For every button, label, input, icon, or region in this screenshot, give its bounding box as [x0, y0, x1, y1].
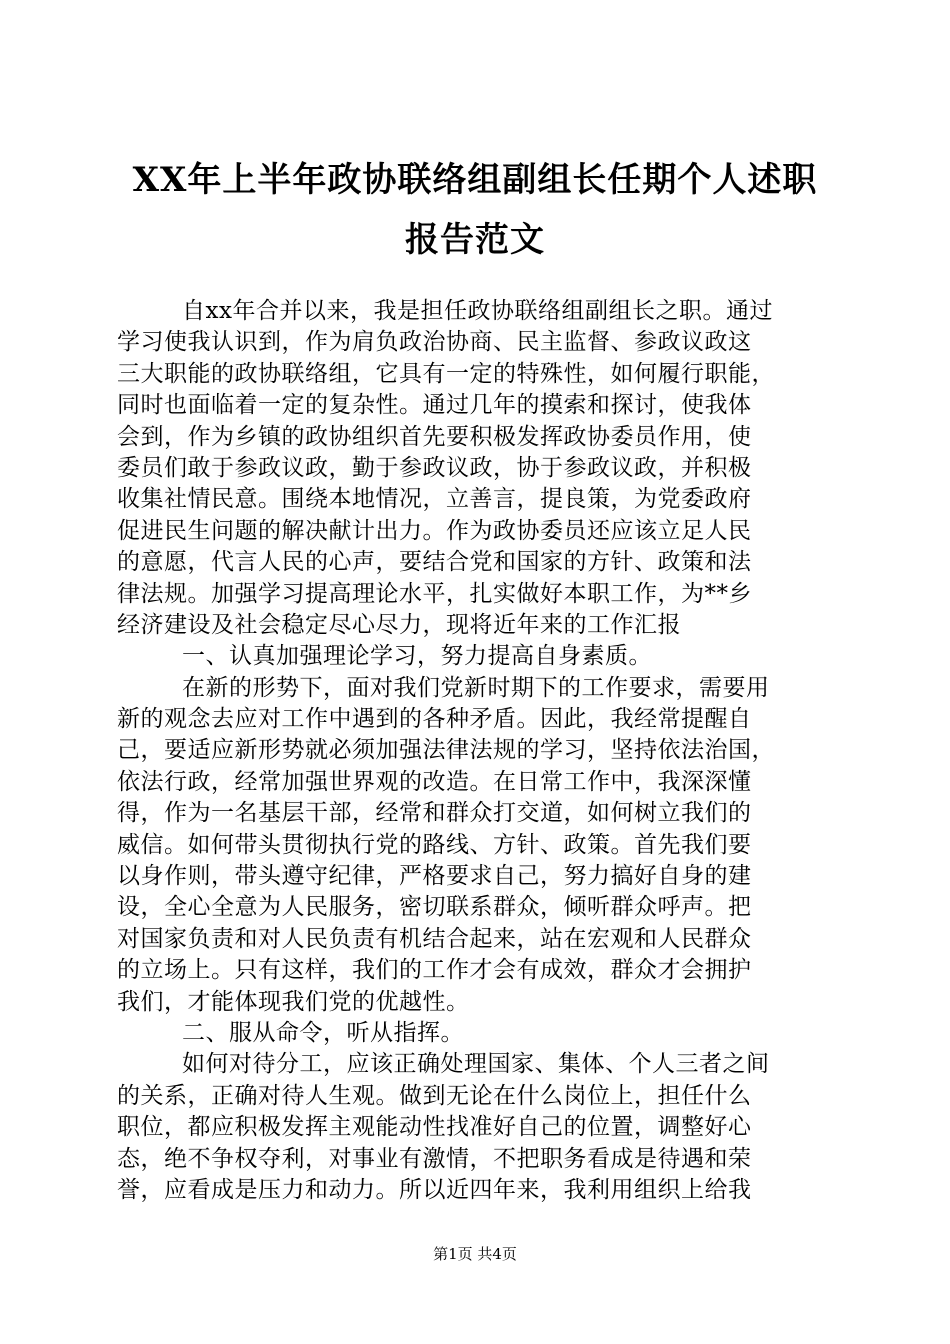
body-text-line: 态，绝不争权夺利，对事业有激情，不把职务看成是待遇和荣 [117, 1145, 752, 1172]
body-text-line: 对国家负责和对人民负责有机结合起来，站在宏观和人民群众 [117, 925, 752, 952]
body-text-line: 的立场上。只有这样，我们的工作才会有成效，群众才会拥护 [117, 957, 752, 984]
body-text-line: 以身作则，带头遵守纪律，严格要求自己，努力搞好自身的建 [117, 863, 752, 890]
body-text-line: 我们，才能体现我们党的优越性。 [117, 988, 470, 1015]
body-text-line: 二、服从命令，听从指挥。 [182, 1019, 464, 1046]
body-text-line: 得，作为一名基层干部，经常和群众打交道，如何树立我们的 [117, 800, 752, 827]
page-footer: 第1页 共4页 [433, 1245, 517, 1263]
body-text-line: 一、认真加强理论学习，努力提高自身素质。 [182, 643, 652, 670]
body-text-line: 新的观念去应对工作中遇到的各种矛盾。因此，我经常提醒自 [117, 706, 752, 733]
body-text-line: 委员们敢于参政议政，勤于参政议政，协于参政议政，并积极 [117, 454, 752, 481]
body-text-line: 经济建设及社会稳定尽心尽力，现将近年来的工作汇报 [117, 611, 681, 638]
body-text-line: 律法规。加强学习提高理论水平，扎实做好本职工作，为**乡 [117, 580, 752, 607]
body-text-line: 自xx年合并以来，我是担任政协联络组副组长之职。通过 [182, 298, 773, 324]
body-text-line: 的关系，正确对待人生观。做到无论在什么岗位上，担任什么 [117, 1082, 752, 1109]
document-body [117, 296, 833, 1206]
body-text-line: 在新的形势下，面对我们党新时期下的工作要求，需要用 [182, 674, 770, 701]
body-text-line: 会到，作为乡镇的政协组织首先要积极发挥政协委员作用，使 [117, 423, 752, 450]
body-text-line: 的意愿，代言人民的心声，要结合党和国家的方针、政策和法 [117, 549, 752, 576]
body-text-line: 同时也面临着一定的复杂性。通过几年的摸索和探讨，使我体 [117, 392, 752, 419]
body-text-line: 威信。如何带头贯彻执行党的路线、方针、政策。首先我们要 [117, 831, 752, 858]
document-title-line-2: 报告范文 [405, 220, 545, 260]
body-text-line: 设，全心全意为人民服务，密切联系群众，倾听群众呼声。把 [117, 894, 752, 921]
document-title-line-1: XX年上半年政协联络组副组长任期个人述职 [132, 160, 818, 200]
body-text-line: 依法行政，经常加强世界观的改造。在日常工作中，我深深懂 [117, 768, 752, 795]
body-text-line: 收集社情民意。围绕本地情况，立善言，提良策，为党委政府 [117, 486, 752, 513]
body-text-line: 学习使我认识到，作为肩负政治协商、民主监督、参政议政这 [117, 329, 752, 356]
body-text-line: 职位，都应积极发挥主观能动性找准好自己的位置，调整好心 [117, 1114, 752, 1141]
body-text-line: 三大职能的政协联络组，它具有一定的特殊性，如何履行职能， [117, 360, 775, 387]
body-text-line: 誉，应看成是压力和动力。所以近四年来，我利用组织上给我 [117, 1176, 752, 1203]
body-text-line: 如何对待分工，应该正确处理国家、集体、个人三者之间 [182, 1051, 770, 1078]
body-text-line: 促进民生问题的解决献计出力。作为政协委员还应该立足人民 [117, 517, 752, 544]
body-text-line: 己，要适应新形势就必须加强法律法规的学习，坚持依法治国， [117, 737, 775, 764]
